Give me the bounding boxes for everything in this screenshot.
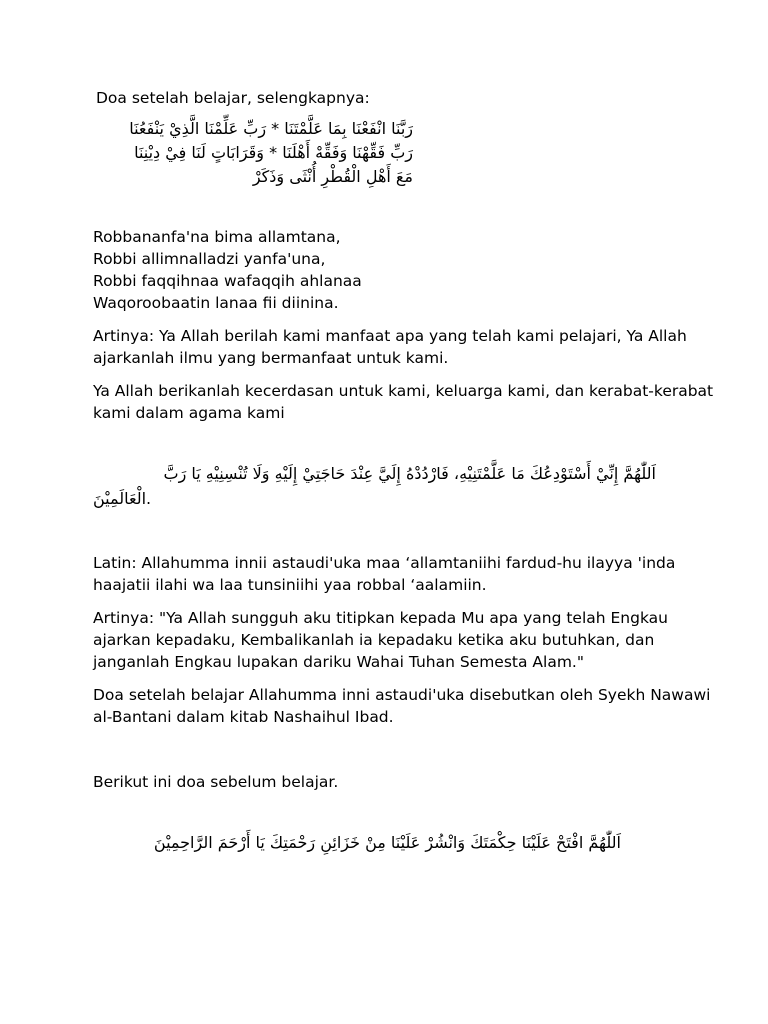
arabic-verse-line-2: رَبِّ فَقِّهْنَا وَفَقِّهْ أَهْلَنَا * وَقَرَابَاتٍ لَنَا فِيْ دِيْنِنَا (134, 143, 413, 162)
arabic-before-study-prayer: اَللّٰهُمَّ افْتَحْ عَلَيْنَا حِكْمَتَكَ وَانْشُرْ عَلَيْنَا مِنْ خَزَائِنِ رَحْمَتِكَ يَا أَرْحَمَ الرَّاحِمِيْنَ (153, 833, 621, 852)
translation-2-line-3: janganlah Engkau lupakan dariku Wahai Tuhan Semesta Alam." (93, 653, 584, 671)
latin-verse-line-4: Waqoroobaatin lanaa fii diinina. (93, 294, 339, 312)
translation-2-line-2: ajarkan kepadaku, Kembalikanlah ia kepadaku ketika aku butuhkan, dan (93, 631, 655, 649)
intro-text: Doa setelah belajar, selengkapnya: (96, 89, 370, 107)
arabic-prayer-line-2: الْعَالَمِيْنَ. (93, 489, 152, 508)
paragraph-2-line-1: Ya Allah berikanlah kecerdasan untuk kami, keluarga kami, dan kerabat-kerabat (93, 382, 714, 400)
arabic-verse-line-3: مَعَ أَهْلِ الْقُطْرِ أُنْثَى وَذَكَرْ (252, 167, 413, 186)
arabic-verse-line-1: رَبَّنَا انْفَعْنَا بِمَا عَلَّمْتَنَا * رَبِّ عَلِّمْنَا الَّذِيْ يَنْفَعُنَا (129, 119, 413, 138)
translation-2-line-1: Artinya: "Ya Allah sungguh aku titipkan kepada Mu apa yang telah Engkau (93, 609, 668, 627)
latin-verse-line-1: Robbananfa'na bima allamtana, (93, 228, 341, 246)
latin-verse-line-3: Robbi faqqihnaa wafaqqih ahlanaa (93, 272, 362, 290)
arabic-prayer-line-1: اَللّٰهُمَّ إِنِّيْ أَسْتَوْدِعُكَ مَا عَلَّمْتَنِيْهِ، فَارْدُدْهُ إِلَيَّ عِنْدَ حَاجَتِيْ إِلَيْهِ وَلَا تُنْسِنِيْهِ يَا رَبَّ (163, 464, 656, 483)
translation-1-line-2: ajarkanlah ilmu yang bermanfaat untuk kami. (93, 349, 449, 367)
latin-verse-line-2: Robbi allimnalladzi yanfa'una, (93, 250, 326, 268)
translation-1-line-1: Artinya: Ya Allah berilah kami manfaat apa yang telah kami pelajari, Ya Allah (93, 327, 687, 345)
before-study-intro: Berikut ini doa sebelum belajar. (93, 773, 339, 791)
latin-prayer-line-1: Latin: Allahumma innii astaudi'uka maa ‘allamtaniihi fardud-hu ilayya 'inda (93, 554, 676, 572)
source-note-line-2: al-Bantani dalam kitab Nashaihul Ibad. (93, 708, 394, 726)
source-note-line-1: Doa setelah belajar Allahumma inni astaudi'uka disebutkan oleh Syekh Nawawi (93, 686, 711, 704)
latin-prayer-line-2: haajatii ilahi wa laa tunsiniihi yaa robbal ‘aalamiin. (93, 576, 487, 594)
paragraph-2-line-2: kami dalam agama kami (93, 404, 285, 422)
